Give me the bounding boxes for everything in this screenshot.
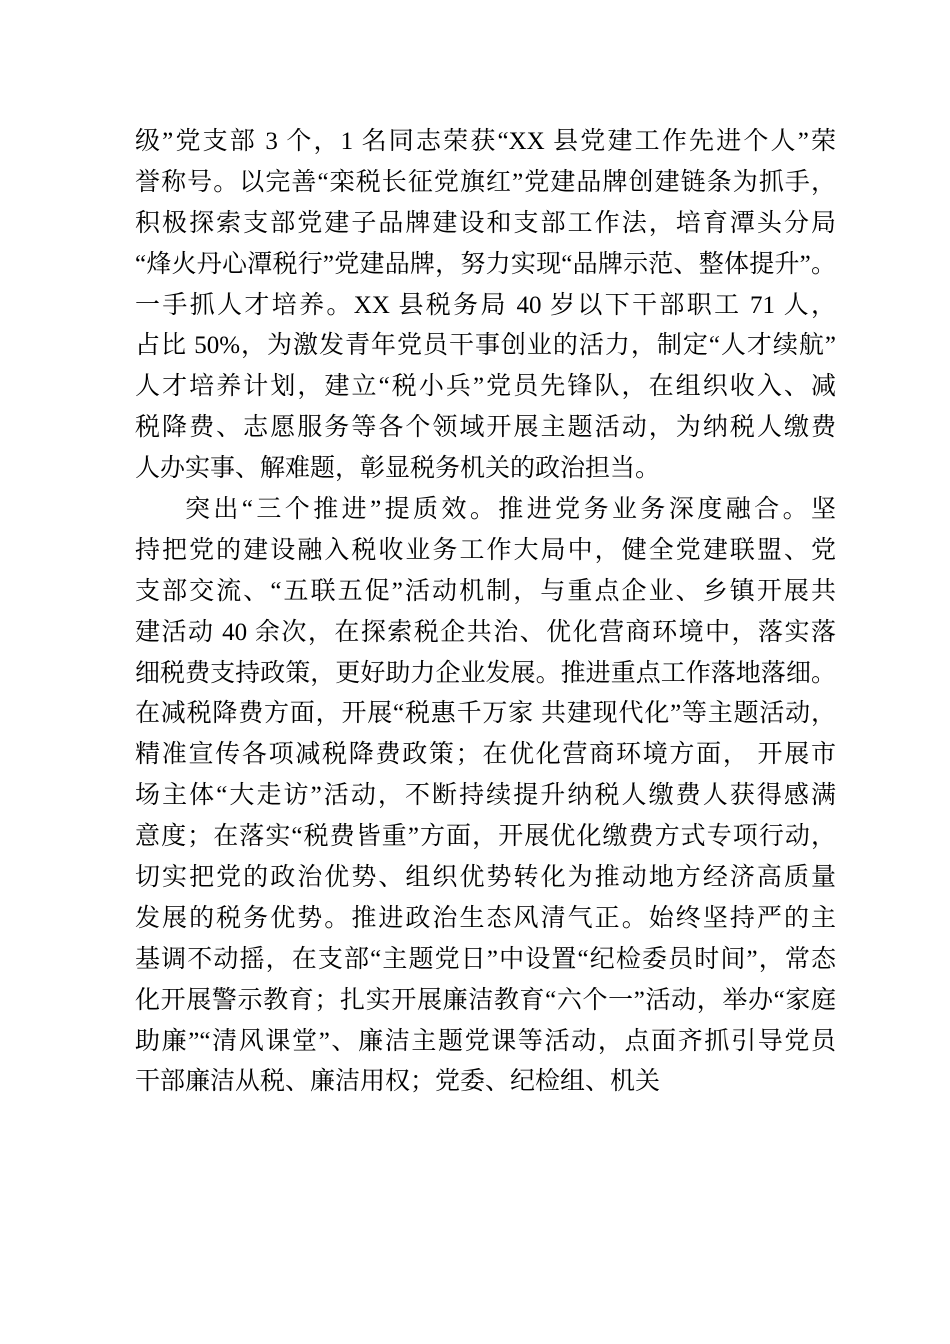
text-line: 细税费支持政策，更好助力企业发展。推进重点工作落地落细。 (135, 659, 836, 687)
text-line: 干部廉洁从税、廉洁用权；党委、纪检组、机关 (135, 1068, 661, 1096)
document-text-block (135, 122, 836, 1103)
text-line: 支部交流、“五联五促”活动机制，与重点企业、乡镇开展共 (135, 577, 836, 605)
text-line: 助廉”“清风课堂”、廉洁主题党课等活动，点面齐抓引导党员 (135, 1027, 836, 1055)
text-line: 人办实事、解难题，彰显税务机关的政治担当。 (135, 455, 661, 483)
text-line: 积极探索支部党建子品牌建设和支部工作法，培育潭头分局 (135, 209, 836, 237)
text-line: 在减税降费方面，开展“税惠千万家 共建现代化”等主题活动， (135, 700, 836, 728)
text-line: 建活动 40 余次，在探索税企共治、优化营商环境中，落实落 (135, 618, 836, 646)
text-line: 场主体“大走访”活动，不断持续提升纳税人缴费人获得感满 (135, 782, 836, 810)
text-line: 占比 50%，为激发青年党员干事创业的活力，制定“人才续航” (135, 332, 836, 360)
text-line: 税降费、志愿服务等各个领域开展主题活动，为纳税人缴费 (135, 414, 836, 442)
text-line: 意度；在落实“税费皆重”方面，开展优化缴费方式专项行动， (135, 823, 836, 851)
text-line: 级”党支部 3 个，1 名同志荣获“XX 县党建工作先进个人”荣 (135, 128, 836, 155)
text-line: 精准宣传各项减税降费政策；在优化营商环境方面， 开展市 (135, 741, 836, 769)
text-line: 基调不动摇，在支部“主题党日”中设置“纪检委员时间”，常态 (135, 945, 836, 973)
text-line: 人才培养计划，建立“税小兵”党员先锋队，在组织收入、减 (135, 373, 836, 401)
text-line: 持把党的建设融入税收业务工作大局中，健全党建联盟、党 (135, 536, 836, 564)
text-line: 化开展警示教育；扎实开展廉洁教育“六个一”活动，举办“家庭 (135, 986, 836, 1014)
text-line: 发展的税务优势。推进政治生态风清气正。始终坚持严的主 (135, 904, 836, 932)
text-line: “烽火丹心潭税行”党建品牌，努力实现“品牌示范、整体提升”。 (135, 250, 836, 278)
text-line: 一手抓人才培养。XX 县税务局 40 岁以下干部职工 71 人， (135, 291, 836, 319)
text-line: 突出“三个推进”提质效。推进党务业务深度融合。坚 (185, 496, 836, 524)
text-line: 切实把党的政治优势、组织优势转化为推动地方经济高质量 (135, 864, 836, 892)
text-line: 誉称号。以完善“栾税长征党旗红”党建品牌创建链条为抓手， (135, 168, 836, 196)
